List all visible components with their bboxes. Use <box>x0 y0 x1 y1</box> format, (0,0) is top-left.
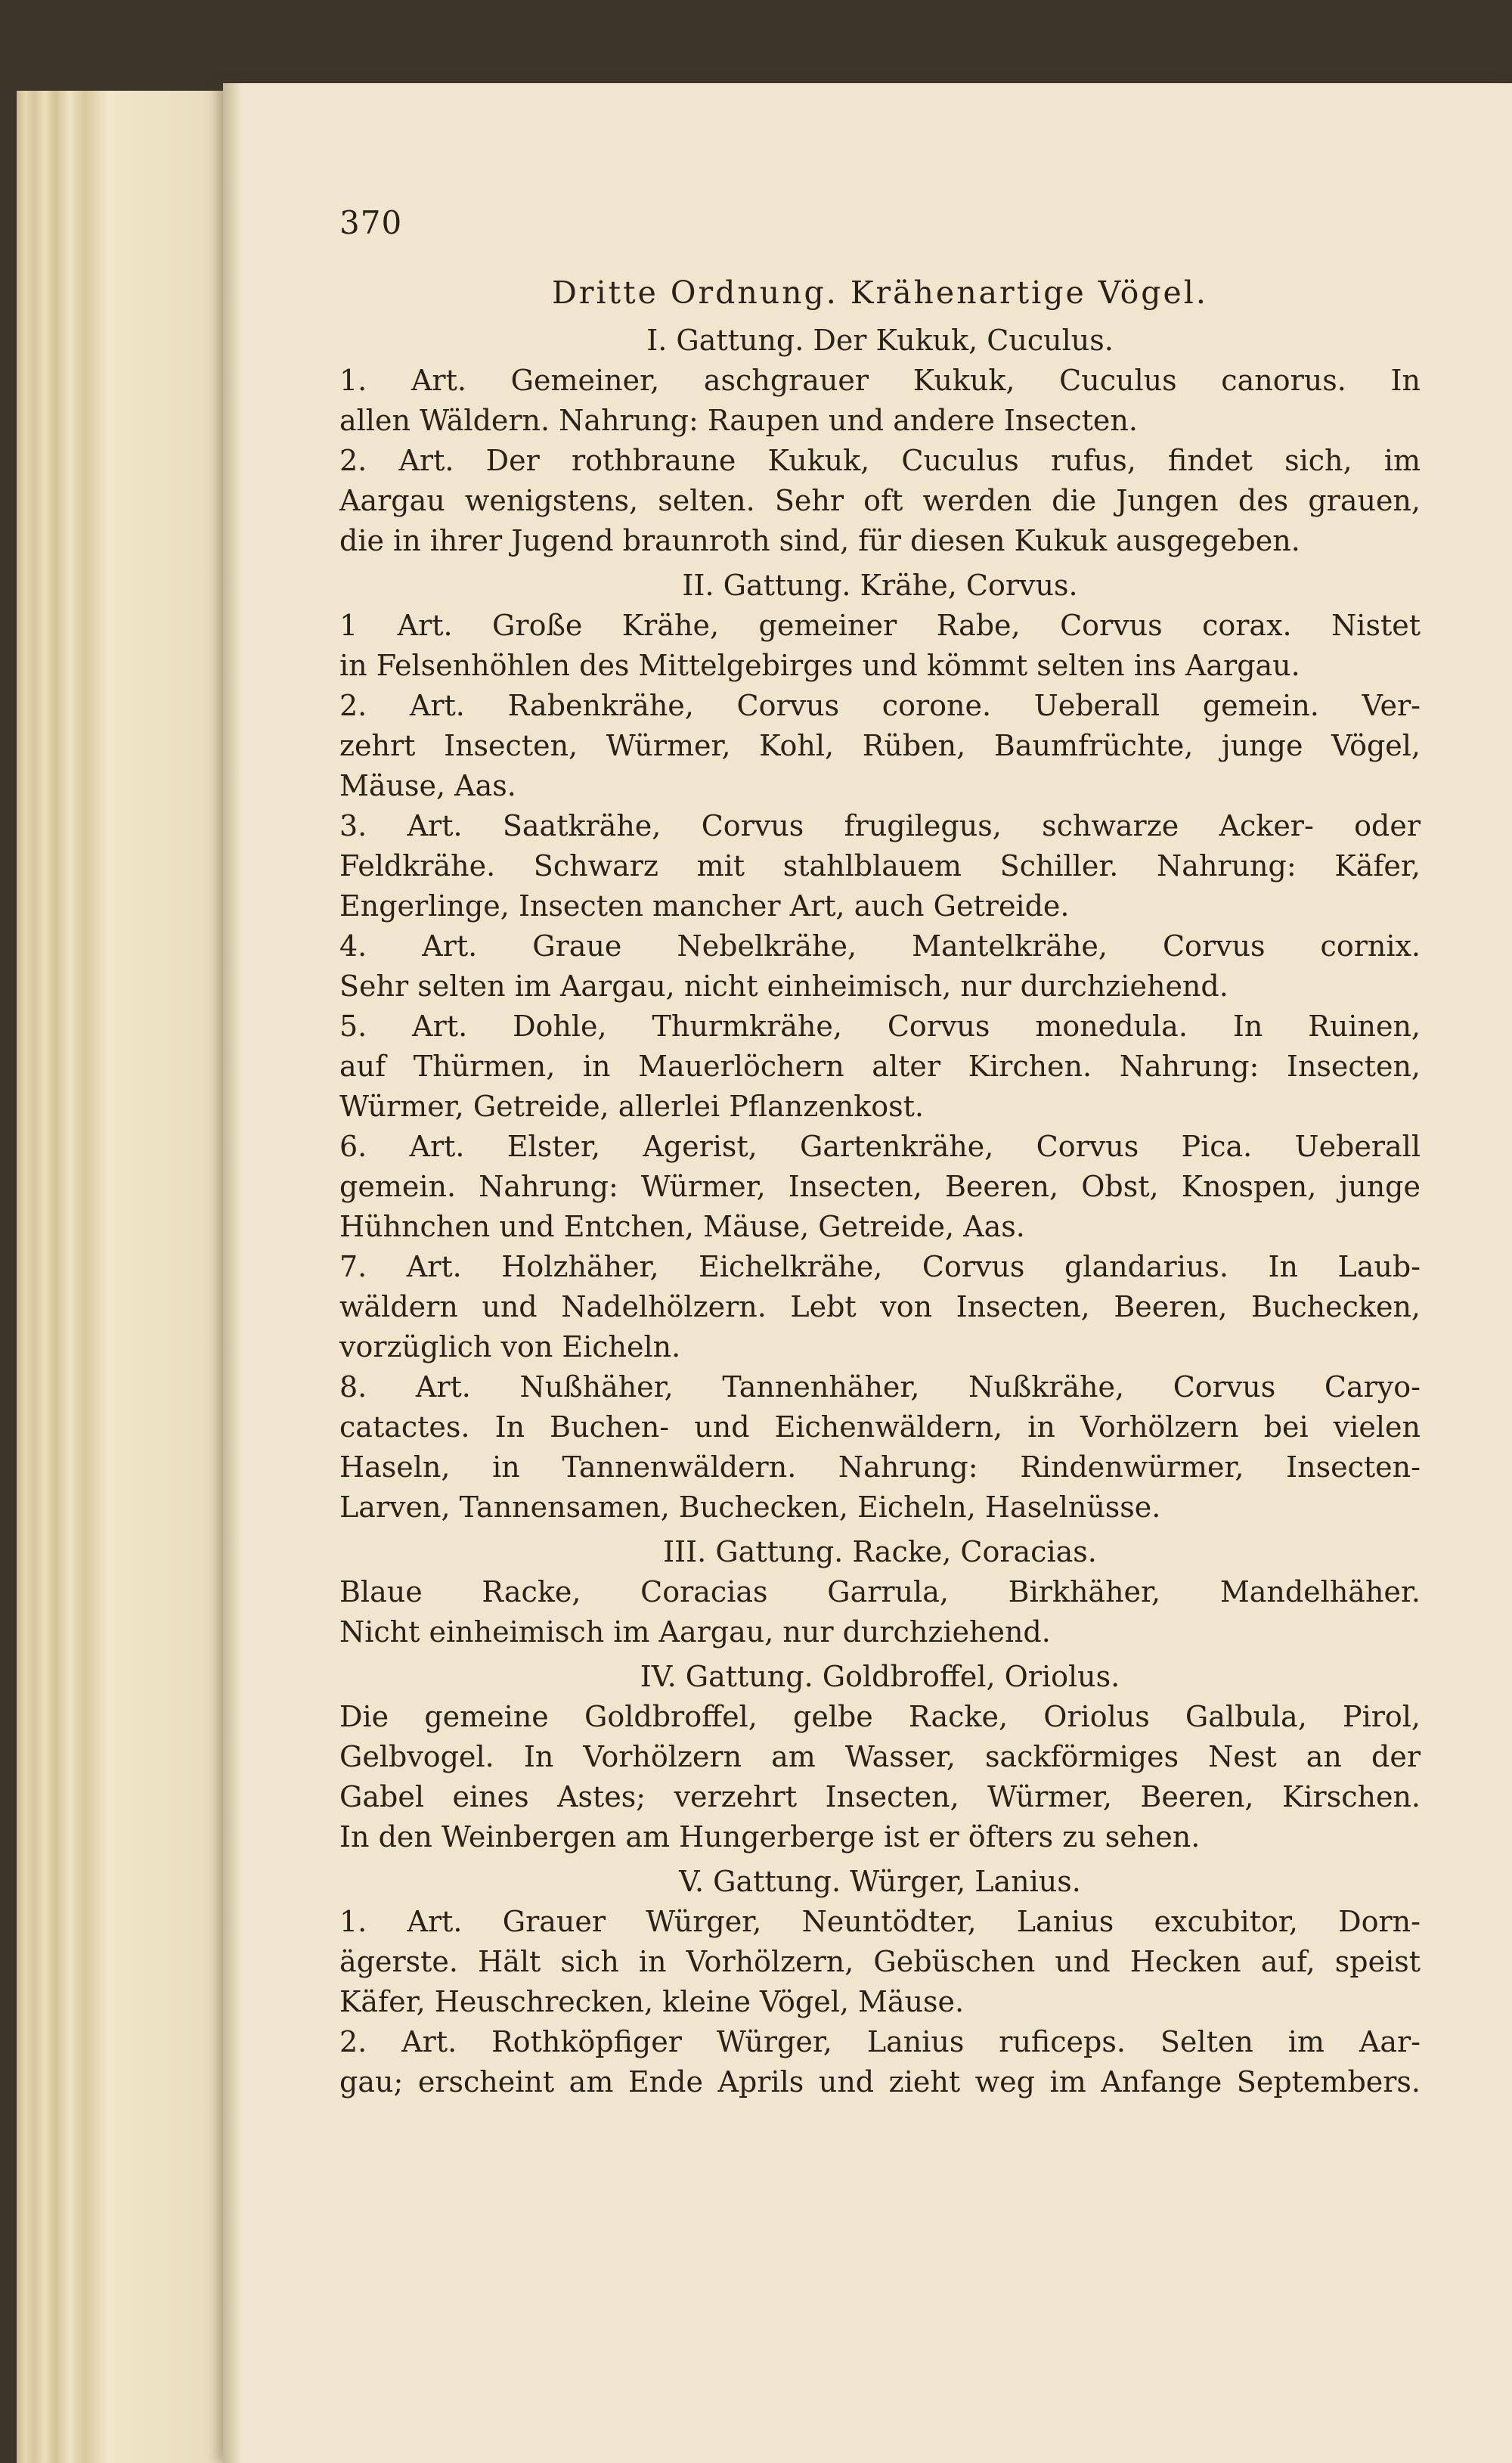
text-line: 7. Art. Holzhäher, Eichelkrähe, Corvus glandarius. In Laub- <box>339 1250 1421 1283</box>
text-line: zehrt Insecten, Würmer, Kohl, Rüben, Baumfrüchte, junge Vögel, <box>339 729 1421 762</box>
text-line: catactes. In Buchen- und Eichenwäldern, in Vorhölzern bei vielen <box>339 1410 1421 1444</box>
text-line: vorzüglich von Eicheln. <box>339 1330 681 1363</box>
text-line: Aargau wenigstens, selten. Sehr oft werden die Jungen des grauen, <box>339 484 1421 517</box>
text-line: Käfer, Heuschrecken, kleine Vögel, Mäuse. <box>339 1985 965 2018</box>
text-line: Feldkrähe. Schwarz mit stahlblauem Schiller. Nahrung: Käfer, <box>339 849 1421 883</box>
text-line: 5. Art. Dohle, Thurmkrähe, Corvus monedula. In Ruinen, <box>339 1010 1421 1043</box>
text-line: In den Weinbergen am Hungerberge ist er öfters zu sehen. <box>339 1820 1201 1853</box>
genus-heading: V. Gattung. Würger, Lanius. <box>679 1865 1081 1898</box>
text-line: 2. Art. Rothköpfiger Würger, Lanius ruficeps. Selten im Aar- <box>339 2025 1421 2058</box>
genus-heading: II. Gattung. Krähe, Corvus. <box>682 569 1078 602</box>
text-line: 1 Art. Große Krähe, gemeiner Rabe, Corvus corax. Nistet <box>339 609 1421 642</box>
text-line: Mäuse, Aas. <box>339 769 516 802</box>
text-line: 2. Art. Der rothbraune Kukuk, Cuculus rufus, findet sich, im <box>339 444 1421 477</box>
book-page <box>223 83 1512 2463</box>
text-line: 4. Art. Graue Nebelkrähe, Mantelkrähe, Corvus cornix. <box>339 929 1421 963</box>
text-line: Sehr selten im Aargau, nicht einheimisch, nur durchziehend. <box>339 969 1228 1003</box>
text-line: 1. Art. Gemeiner, aschgrauer Kukuk, Cuculus canorus. In <box>339 364 1421 397</box>
text-line: gemein. Nahrung: Würmer, Insecten, Beeren, Obst, Knospen, junge <box>339 1170 1421 1203</box>
genus-heading: III. Gattung. Racke, Coracias. <box>663 1535 1097 1568</box>
text-line: Die gemeine Goldbroffel, gelbe Racke, Oriolus Galbula, Pirol, <box>339 1700 1421 1733</box>
text-line: Hühnchen und Entchen, Mäuse, Getreide, Aas. <box>339 1210 1025 1243</box>
text-line: gau; erscheint am Ende Aprils und zieht weg im Anfange Septembers. <box>339 2065 1421 2099</box>
text-line: die in ihrer Jugend braunroth sind, für diesen Kukuk ausgegeben. <box>339 524 1300 557</box>
text-line: Haseln, in Tannenwäldern. Nahrung: Rindenwürmer, Insecten- <box>339 1450 1421 1484</box>
text-line: in Felsenhöhlen des Mittelgebirges und kömmt selten ins Aargau. <box>339 649 1300 682</box>
text-line: allen Wäldern. Nahrung: Raupen und andere Insecten. <box>339 404 1138 437</box>
text-line: Blaue Racke, Coracias Garrula, Birkhäher, Mandelhäher. <box>339 1575 1421 1608</box>
text-line: 1. Art. Grauer Würger, Neuntödter, Lanius excubitor, Dorn- <box>339 1905 1421 1938</box>
genus-heading: I. Gattung. Der Kukuk, Cuculus. <box>646 324 1114 357</box>
text-line: Engerlinge, Insecten mancher Art, auch Getreide. <box>339 889 1070 923</box>
spine-shadow <box>223 83 241 2463</box>
order-heading: Dritte Ordnung. Krähenartige Vögel. <box>552 275 1208 311</box>
text-line: 2. Art. Rabenkrähe, Corvus corone. Ueberall gemein. Ver- <box>339 689 1421 722</box>
genus-heading: IV. Gattung. Goldbroffel, Oriolus. <box>640 1660 1120 1693</box>
text-line: ägerste. Hält sich in Vorhölzern, Gebüschen und Hecken auf, speist <box>339 1945 1421 1978</box>
text-line: Gabel eines Astes; verzehrt Insecten, Würmer, Beeren, Kirschen. <box>339 1780 1421 1813</box>
page-content <box>339 204 1421 2102</box>
page-number: 370 <box>339 204 403 241</box>
text-line: wäldern und Nadelhölzern. Lebt von Insecten, Beeren, Buchecken, <box>339 1290 1421 1323</box>
text-line: Nicht einheimisch im Aargau, nur durchziehend. <box>339 1615 1051 1649</box>
text-line: Gelbvogel. In Vorhölzern am Wasser, sackförmiges Nest an der <box>339 1740 1421 1773</box>
text-line: Larven, Tannensamen, Buchecken, Eicheln, Haselnüsse. <box>339 1491 1161 1524</box>
text-line: Würmer, Getreide, allerlei Pflanzenkost. <box>339 1090 924 1123</box>
text-line: 6. Art. Elster, Agerist, Gartenkrähe, Corvus Pica. Ueberall <box>339 1130 1421 1163</box>
text-line: 3. Art. Saatkrähe, Corvus frugilegus, schwarze Acker- oder <box>339 809 1421 842</box>
text-line: auf Thürmen, in Mauerlöchern alter Kirchen. Nahrung: Insecten, <box>339 1050 1421 1083</box>
text-line: 8. Art. Nußhäher, Tannenhäher, Nußkrähe, Corvus Caryo- <box>339 1370 1421 1404</box>
